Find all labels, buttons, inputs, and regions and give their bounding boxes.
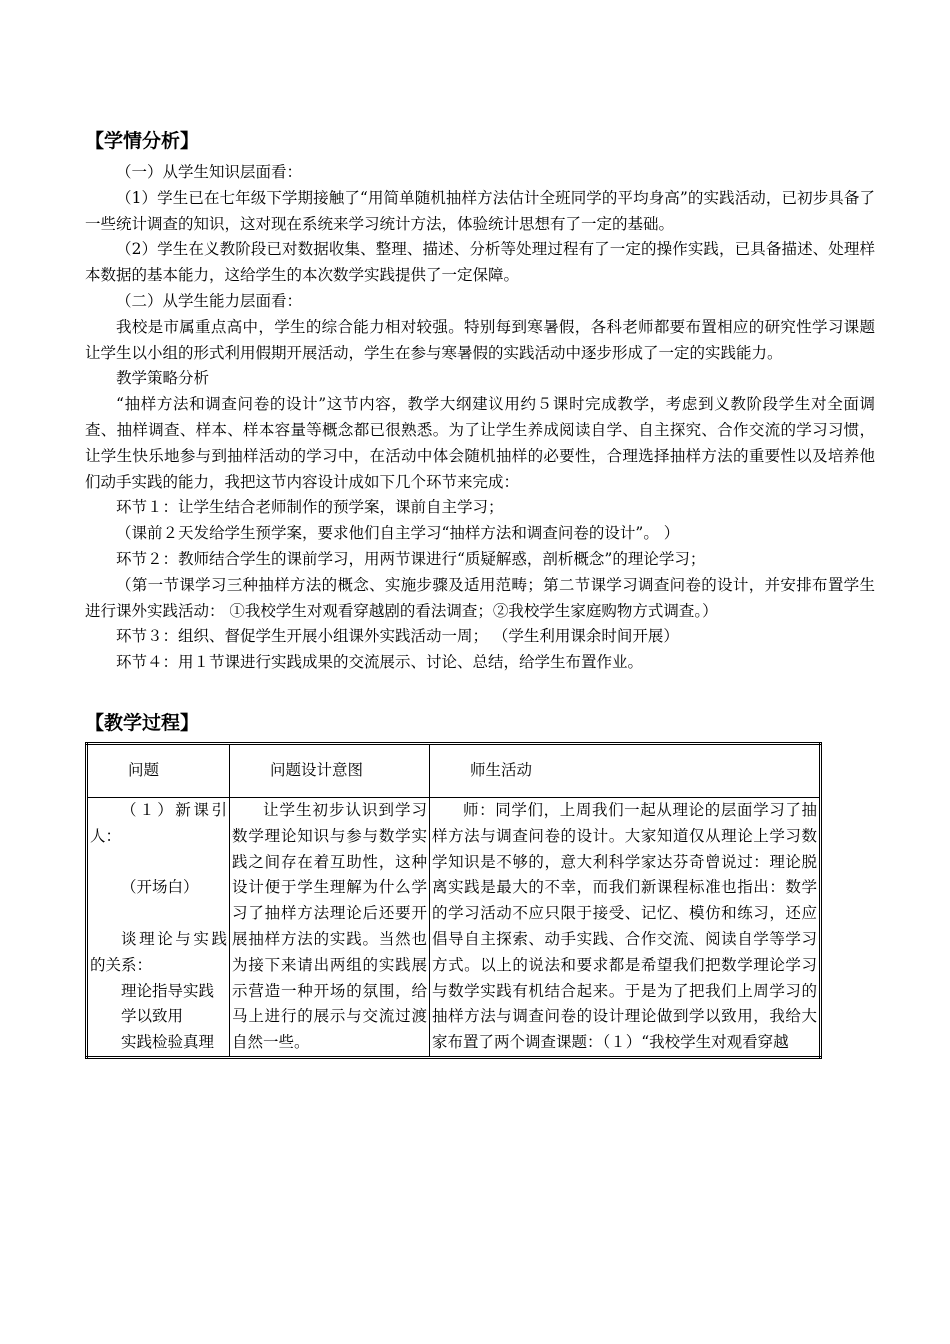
activity-text: 师：同学们，上周我们一起从理论的层面学习了抽样方法与调查问卷的设计。大家知道仅从理论上学习数学知识是不够的，意大利科学家达芬奇曾说过：理论脱离实践是最大的不幸，而我们新课程标准也指出：数学的学习活动不应只限于接受、记忆、模仿和练习，还应倡导自主探索、动手实践、合作交流、阅读自学等学习方式。以上的说法和要求都是希望我们把数学理论学习与数学实践有机结合起来。于是为了把我们上周学习的抽样方法与调查问卷的设计理论做到学以致用，我给大家布置了两个调查课题：（１）“我校学生对观看穿越 bbox=[432, 800, 817, 1052]
design-intent-text: 让学生初步认识到学习数学理论知识与参与数学实践之间存在着互助性，这种设计便于学生理解为什么学习了抽样方法理论后还要开展抽样方法的实践。当然也为接下来请出两组的实践展示营造一种开场的氛围，给马上进行的展示与交流过渡自然一些。 bbox=[232, 800, 427, 1052]
header-design-intent: 问题设计意图 bbox=[230, 743, 430, 797]
paragraph: （2）学生在义教阶段已对数据收集、整理、描述、分析等处理过程有了一定的操作实践，已具备描述、处理样本数据的基本能力，这给学生的本次数学实践提供了一定保障。 bbox=[85, 240, 875, 285]
question-line: 学以致用 bbox=[121, 1007, 184, 1026]
header-question: 问题 bbox=[87, 743, 230, 797]
question-line: （１）新课引人： bbox=[90, 800, 227, 845]
paragraph: 环节４：用１节课进行实践成果的交流展示、讨论、总结，给学生布置作业。 bbox=[116, 653, 644, 672]
table-row bbox=[87, 797, 821, 1057]
table-header-row bbox=[87, 743, 821, 797]
paragraph: （二）从学生能力层面看： bbox=[116, 291, 303, 310]
paragraph: （课前２天发给学生预学案，要求他们自主学习“抽样方法和调查问卷的设计”。 ） bbox=[116, 524, 680, 543]
document-page bbox=[85, 126, 875, 1059]
paragraph: “抽样方法和调查问卷的设计”这节内容，教学大纲建议用约５课时完成教学，考虑到义教阶段学生对全面调查、抽样调查、样本、样本容量等概念都已很熟悉。为了让学生养成阅读自学、自主探究、合作交流的学习习惯，让学生快乐地参与到抽样活动的学习中，在活动中体会随机抽样的必要性，合理选择抽样方法的重要性以及培养他们动手实践的能力，我把这节内容设计成如下几个环节来完成： bbox=[85, 395, 875, 491]
question-line: 理论指导实践 bbox=[121, 981, 215, 1000]
question-line: （开场白） bbox=[121, 878, 199, 897]
question-cell bbox=[87, 797, 230, 1057]
design-intent-cell bbox=[230, 797, 430, 1057]
question-line: 谈理论与实践的关系： bbox=[90, 929, 227, 974]
paragraph: 环节２：教师结合学生的课前学习，用两节课进行“质疑解惑，剖析概念”的理论学习； bbox=[116, 549, 706, 568]
paragraph: 环节１：让学生结合老师制作的预学案，课前自主学习； bbox=[116, 498, 504, 517]
section-title-teaching-process: 【教学过程】 bbox=[85, 711, 200, 734]
paragraph: 环节３：组织、督促学生开展小组课外实践活动一周； （学生利用课余时间开展） bbox=[116, 627, 679, 646]
paragraph: （一）从学生知识层面看： bbox=[116, 163, 303, 181]
paragraph: （1）学生已在七年级下学期接触了“用简单随机抽样方法估计全班同学的平均身高”的实践活动，已初步具备了一些统计调查的知识，这对现在系统来学习统计方法，体验统计思想有了一定的基础。 bbox=[85, 188, 875, 233]
header-activity: 师生活动 bbox=[430, 743, 821, 797]
paragraph: （第一节课学习三种抽样方法的概念、实施步骤及适用范畴；第二节课学习调查问卷的设计，并安排布置学生进行课外实践活动： ①我校学生对观看穿越剧的看法调查；②我校学生家庭购物方式调查。） bbox=[85, 575, 875, 620]
activity-cell bbox=[430, 797, 821, 1057]
teaching-process-table bbox=[85, 742, 822, 1059]
subheading-strategy: 教学策略分析 bbox=[116, 369, 210, 388]
paragraph: 我校是市属重点高中，学生的综合能力相对较强。特别每到寒暑假，各科老师都要布置相应的研究性学习课题让学生以小组的形式利用假期开展活动，学生在参与寒暑假的实践活动中逐步形成了一定的实践能力。 bbox=[85, 317, 875, 362]
question-line: 实践检验真理 bbox=[121, 1033, 215, 1052]
section-title-learning-analysis: 【学情分析】 bbox=[85, 130, 200, 152]
